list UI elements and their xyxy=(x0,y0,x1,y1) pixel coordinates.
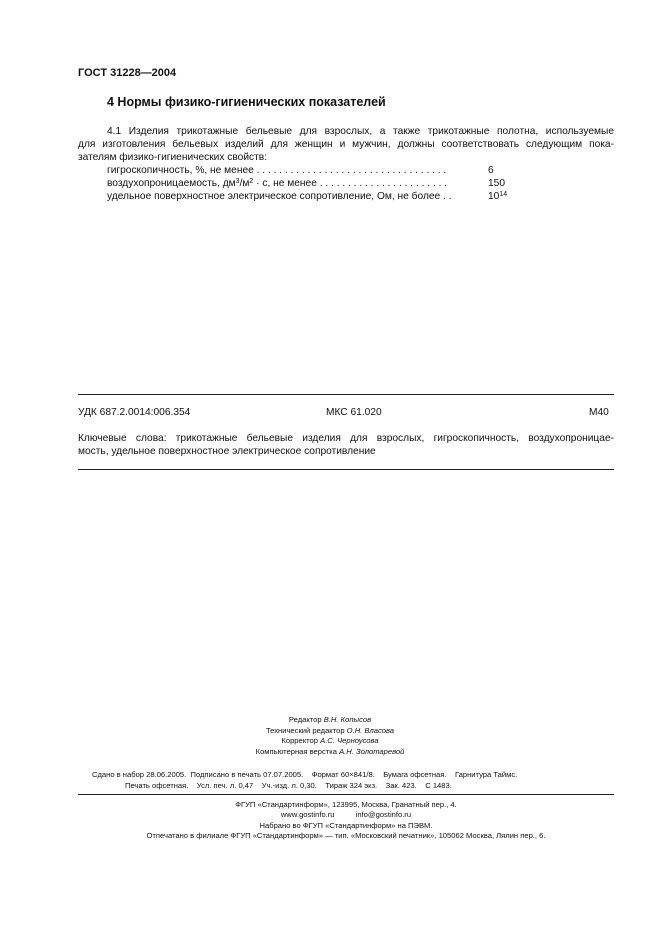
keywords xyxy=(78,432,614,458)
classification-code: М40 xyxy=(589,407,609,418)
udk-code: УДК 687.2.0014:006.354 xyxy=(78,407,191,418)
section-title: 4 Нормы физико-гигиенических показателей xyxy=(107,95,386,109)
credit-layout: Компьютерная верстка А.Н. Золотаревой xyxy=(255,746,405,756)
norm-row-resistance xyxy=(107,190,527,203)
paragraph-line-3: зателям физико-гигиенических свойств: xyxy=(78,152,268,163)
credit-corrector: Корректор А.С. Черноусова xyxy=(281,736,379,745)
publisher-info: ФГУП «Стандартинформ», 123995, Москва, Гранатный пер., 4. www.gostinfo.ru info@gostinfo.ru Набрано во ФГУП «Стандартинформ» на ПЭВМ. Отпечатано в филиале ФГУП «Стандартинформ» — тип. «Московский печатник», 105062 Москва, Лялин пер., 6. xyxy=(146,800,546,840)
paragraph-line-1: 4.1 Изделия трикотажные бельевые для взрослых, а также трикотажные полотна, используемые xyxy=(107,126,614,137)
credits xyxy=(180,715,480,757)
document-header: ГОСТ 31228—2004 xyxy=(78,67,177,79)
norm-row-hygroscopicity xyxy=(107,164,527,177)
email-link[interactable]: info@gostinfo.ru xyxy=(355,810,412,820)
credit-tech-editor: Технический редактор О.Н. Власова xyxy=(265,725,395,735)
divider-bottom xyxy=(78,469,614,470)
norm-row-air-permeability xyxy=(107,177,527,190)
paragraph-line-2: для изготовления бельевых изделий для женщин и мужчин, должны соответствовать следующим пока- xyxy=(78,139,614,150)
norm-label: удельное поверхностное электрическое сопротивление, Ом, не более . . xyxy=(107,191,452,202)
credit-editor: Редактор В.Н. Копысов xyxy=(288,715,372,724)
mks-code: МКС 61.020 xyxy=(326,407,382,418)
keywords-line-1: Ключевые слова: трикотажные бельевые изделия для взрослых, гигроскопичность, воздухопроницае- xyxy=(78,433,614,444)
divider-top xyxy=(78,394,614,395)
imprint-line-1: Сдано в набор 28.06.2005. Подписано в печать 07.07.2005. Формат 60×841/8. Бумага офсетная. Гарнитура Таймс. xyxy=(92,770,518,779)
keywords-line-2: мость, удельное поверхностное электрическое сопротивление xyxy=(78,446,376,457)
norm-value: 6 xyxy=(488,165,494,176)
divider-imprint xyxy=(78,794,614,795)
website-link[interactable]: www.gostinfo.ru xyxy=(280,810,335,820)
imprint-line-2: Печать офсетная. Усл. печ. л. 0,47 Уч.-изд. л. 0,30. Тираж 324 экз. Зак. 423. С 1483. xyxy=(125,781,452,790)
norm-value: $10^{14}$ xyxy=(488,191,508,202)
norm-value: 150 xyxy=(488,178,505,189)
norm-label: воздухопроницаемость, $дм^3/м^2 \cdot с$, не менее . . . . . . . . . . . . . . . . . . . . . . . xyxy=(107,178,448,189)
clause-paragraph xyxy=(78,125,614,164)
norm-label: гигроскопичность, %, не менее . . . . . . . . . . . . . . . . . . . . . . . . . . . . . . . . . . xyxy=(107,165,447,176)
